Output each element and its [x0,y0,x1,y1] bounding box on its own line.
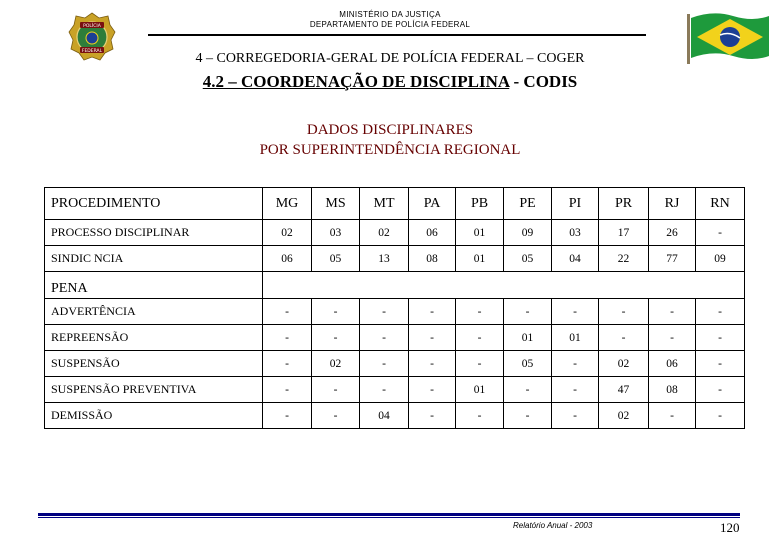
subsection-title [0,72,780,92]
penalty-row [45,351,745,377]
table-cell: - [409,403,456,429]
table-cell: - [696,299,745,325]
table-cell: 06 [649,351,696,377]
table-cell: 02 [312,351,360,377]
table-cell: - [360,299,409,325]
table-cell: 77 [649,246,696,272]
table-cell: - [504,377,552,403]
report-name: Relatório Anual - 2003 [513,521,593,530]
ministry-name: MINISTÉRIO DA JUSTIÇA [339,10,441,19]
table-cell: - [456,299,504,325]
table-cell: 06 [409,220,456,246]
department-name: DEPARTAMENTO DE POLÍCIA FEDERAL [309,20,471,29]
table-cell: - [409,377,456,403]
table-cell: - [409,351,456,377]
table-cell: - [360,377,409,403]
penalty-row [45,299,745,325]
table-cell: 02 [599,351,649,377]
table-cell: 02 [599,403,649,429]
table-cell: - [649,299,696,325]
table-cell: - [696,377,745,403]
table-cell: 08 [409,246,456,272]
table-cell: 13 [360,246,409,272]
subsection-tail: - CODIS [509,72,578,91]
table-cell: - [599,325,649,351]
table-cell: 06 [263,246,312,272]
table-cell: - [696,325,745,351]
disciplinary-data-table [44,187,745,429]
table-cell: 02 [263,220,312,246]
table-cell: 01 [456,377,504,403]
row-label: REPREENSÃO [45,325,263,351]
table-cell: - [409,325,456,351]
table-cell: - [263,325,312,351]
table-header-row [45,188,745,220]
table-cell: 26 [649,220,696,246]
procedure-row [45,220,745,246]
column-header-pb: PB [456,188,504,220]
row-label: DEMISSÃO [45,403,263,429]
badge-text-bottom: FEDERAL [81,48,103,54]
penalty-row [45,377,745,403]
subsection-main: 4.2 – COORDENAÇÃO DE DISCIPLINA [202,72,510,91]
pena-label: PENA [45,272,263,299]
row-label: ADVERTÊNCIA [45,299,263,325]
row-label: PROCESSO DISCIPLINAR [45,220,263,246]
table-cell: - [312,403,360,429]
table-cell: 05 [312,246,360,272]
footer-divider-thin [38,517,740,518]
table-cell: - [696,403,745,429]
table-cell: 01 [552,325,599,351]
penalty-row [45,325,745,351]
table-cell: - [263,299,312,325]
table-cell: - [552,403,599,429]
table-cell: - [599,299,649,325]
table-cell: 03 [312,220,360,246]
table-cell: - [552,377,599,403]
table-cell: 05 [504,246,552,272]
column-header-pr: PR [599,188,649,220]
table-cell: 09 [696,246,745,272]
page-header [0,10,780,30]
column-header-pa: PA [409,188,456,220]
table-cell: 04 [552,246,599,272]
subtitle-line-2: POR SUPERINTENDÊNCIA REGIONAL [259,142,521,158]
page-number: 120 [720,520,740,535]
table-cell: 05 [504,351,552,377]
table-cell: - [312,299,360,325]
row-label: SUSPENSÃO PREVENTIVA [45,377,263,403]
column-header-mg: MG [263,188,312,220]
column-header-rn: RN [696,188,745,220]
table-cell: 03 [552,220,599,246]
table-cell: 01 [504,325,552,351]
table-cell: 09 [504,220,552,246]
table-cell: - [360,351,409,377]
table-cell: - [312,377,360,403]
badge-text-top: POLÍCIA [83,23,101,29]
table-cell: - [456,351,504,377]
table-cell: - [649,403,696,429]
pena-section-row [45,272,745,299]
header-divider [148,34,646,36]
table-cell: 02 [360,220,409,246]
table-cell: 01 [456,246,504,272]
section-title: 4 – CORREGEDORIA-GERAL DE POLÍCIA FEDERAL – COGER [195,51,585,66]
penalty-row [45,403,745,429]
table-cell: - [456,325,504,351]
row-label: SINDIC NCIA [45,246,263,272]
row-label: SUSPENSÃO [45,351,263,377]
pena-empty-cell [263,272,745,299]
table-cell: - [312,325,360,351]
table-cell: - [360,325,409,351]
table-cell: - [263,351,312,377]
column-header-pe: PE [504,188,552,220]
table-cell: - [504,403,552,429]
table-cell: 08 [649,377,696,403]
table-cell: - [409,299,456,325]
table-cell: - [263,403,312,429]
table-cell: - [696,220,745,246]
table-cell: - [552,299,599,325]
column-header-rj: RJ [649,188,696,220]
column-header-procedure: PROCEDIMENTO [45,188,263,220]
table-cell: - [504,299,552,325]
table-cell: - [456,403,504,429]
table-cell: 01 [456,220,504,246]
table-cell: 17 [599,220,649,246]
footer-divider [38,513,740,516]
table-cell: - [263,377,312,403]
table-cell: - [696,351,745,377]
table-cell: - [552,351,599,377]
column-header-pi: PI [552,188,599,220]
subtitle-line-1: DADOS DISCIPLINARES [306,122,474,138]
table-cell: 47 [599,377,649,403]
procedure-row [45,246,745,272]
column-header-ms: MS [312,188,360,220]
table-cell: 04 [360,403,409,429]
column-header-mt: MT [360,188,409,220]
table-cell: 22 [599,246,649,272]
table-cell: - [649,325,696,351]
